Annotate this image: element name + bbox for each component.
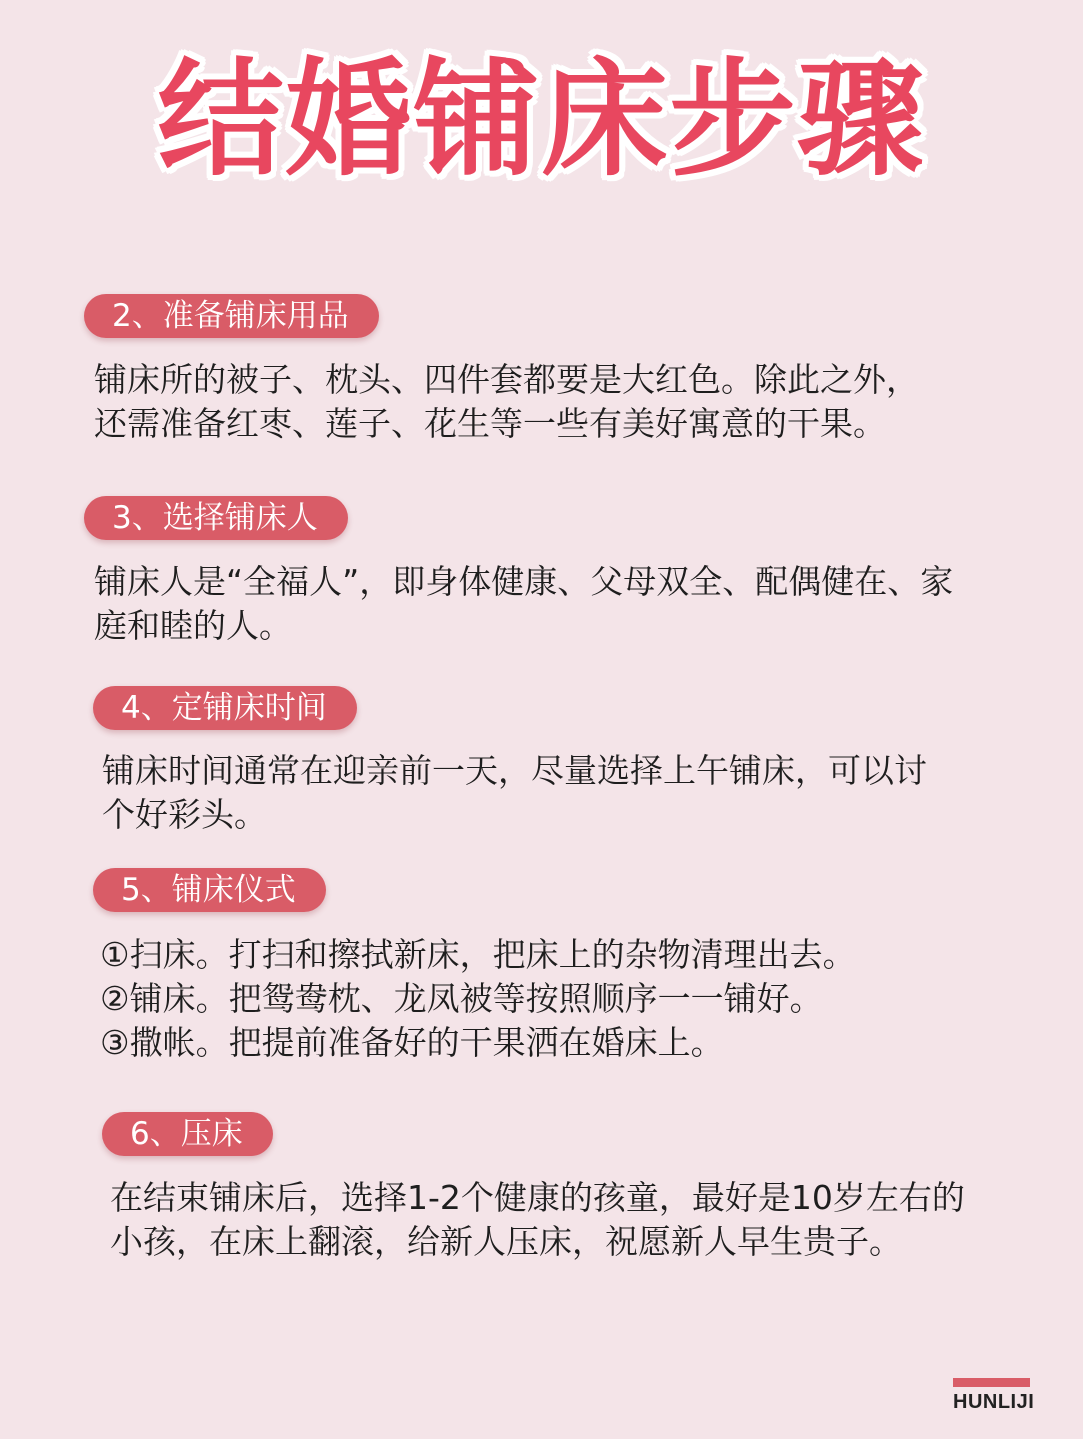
body-line: ②铺床。把鸳鸯枕、龙凤被等按照顺序一一铺好。 — [100, 979, 823, 1018]
section-body-3 — [94, 560, 953, 648]
body-line: 个好彩头。 — [102, 795, 267, 834]
section-body-4 — [102, 749, 927, 837]
brand-text: HUNLIJI — [953, 1391, 1035, 1413]
body-line: 小孩，在床上翻滚，给新人压床，祝愿新人早生贵子。 — [110, 1222, 902, 1261]
body-line: ①扫床。打扫和擦拭新床，把床上的杂物清理出去。 — [100, 935, 856, 974]
brand-logo — [953, 1378, 1035, 1414]
section-body-6 — [110, 1176, 965, 1264]
body-line: 在结束铺床后，选择1-2个健康的孩童，最好是10岁左右的 — [110, 1178, 965, 1217]
body-line: 铺床时间通常在迎亲前一天，尽量选择上午铺床，可以讨 — [102, 751, 927, 790]
page-title: 结婚铺床步骤 — [157, 46, 926, 193]
brand-bar — [953, 1378, 1030, 1387]
section-label-6: 6、压床 — [102, 1112, 273, 1156]
body-line: 铺床人是“全福人”，即身体健康、父母双全、配偶健在、家 — [94, 562, 954, 601]
section-body-2 — [94, 358, 919, 446]
section-label-4: 4、定铺床时间 — [93, 686, 357, 730]
section-label-5: 5、铺床仪式 — [93, 868, 326, 912]
body-line: 铺床所的被子、枕头、四件套都要是大红色。除此之外， — [94, 360, 919, 399]
section-label-2: 2、准备铺床用品 — [84, 294, 379, 338]
body-line: 还需准备红枣、莲子、花生等一些有美好寓意的干果。 — [94, 404, 886, 443]
section-label-3: 3、选择铺床人 — [84, 496, 348, 540]
body-line: 庭和睦的人。 — [94, 606, 292, 645]
section-body-5 — [100, 933, 856, 1065]
body-line: ③撒帐。把提前准备好的干果洒在婚床上。 — [100, 1023, 724, 1062]
